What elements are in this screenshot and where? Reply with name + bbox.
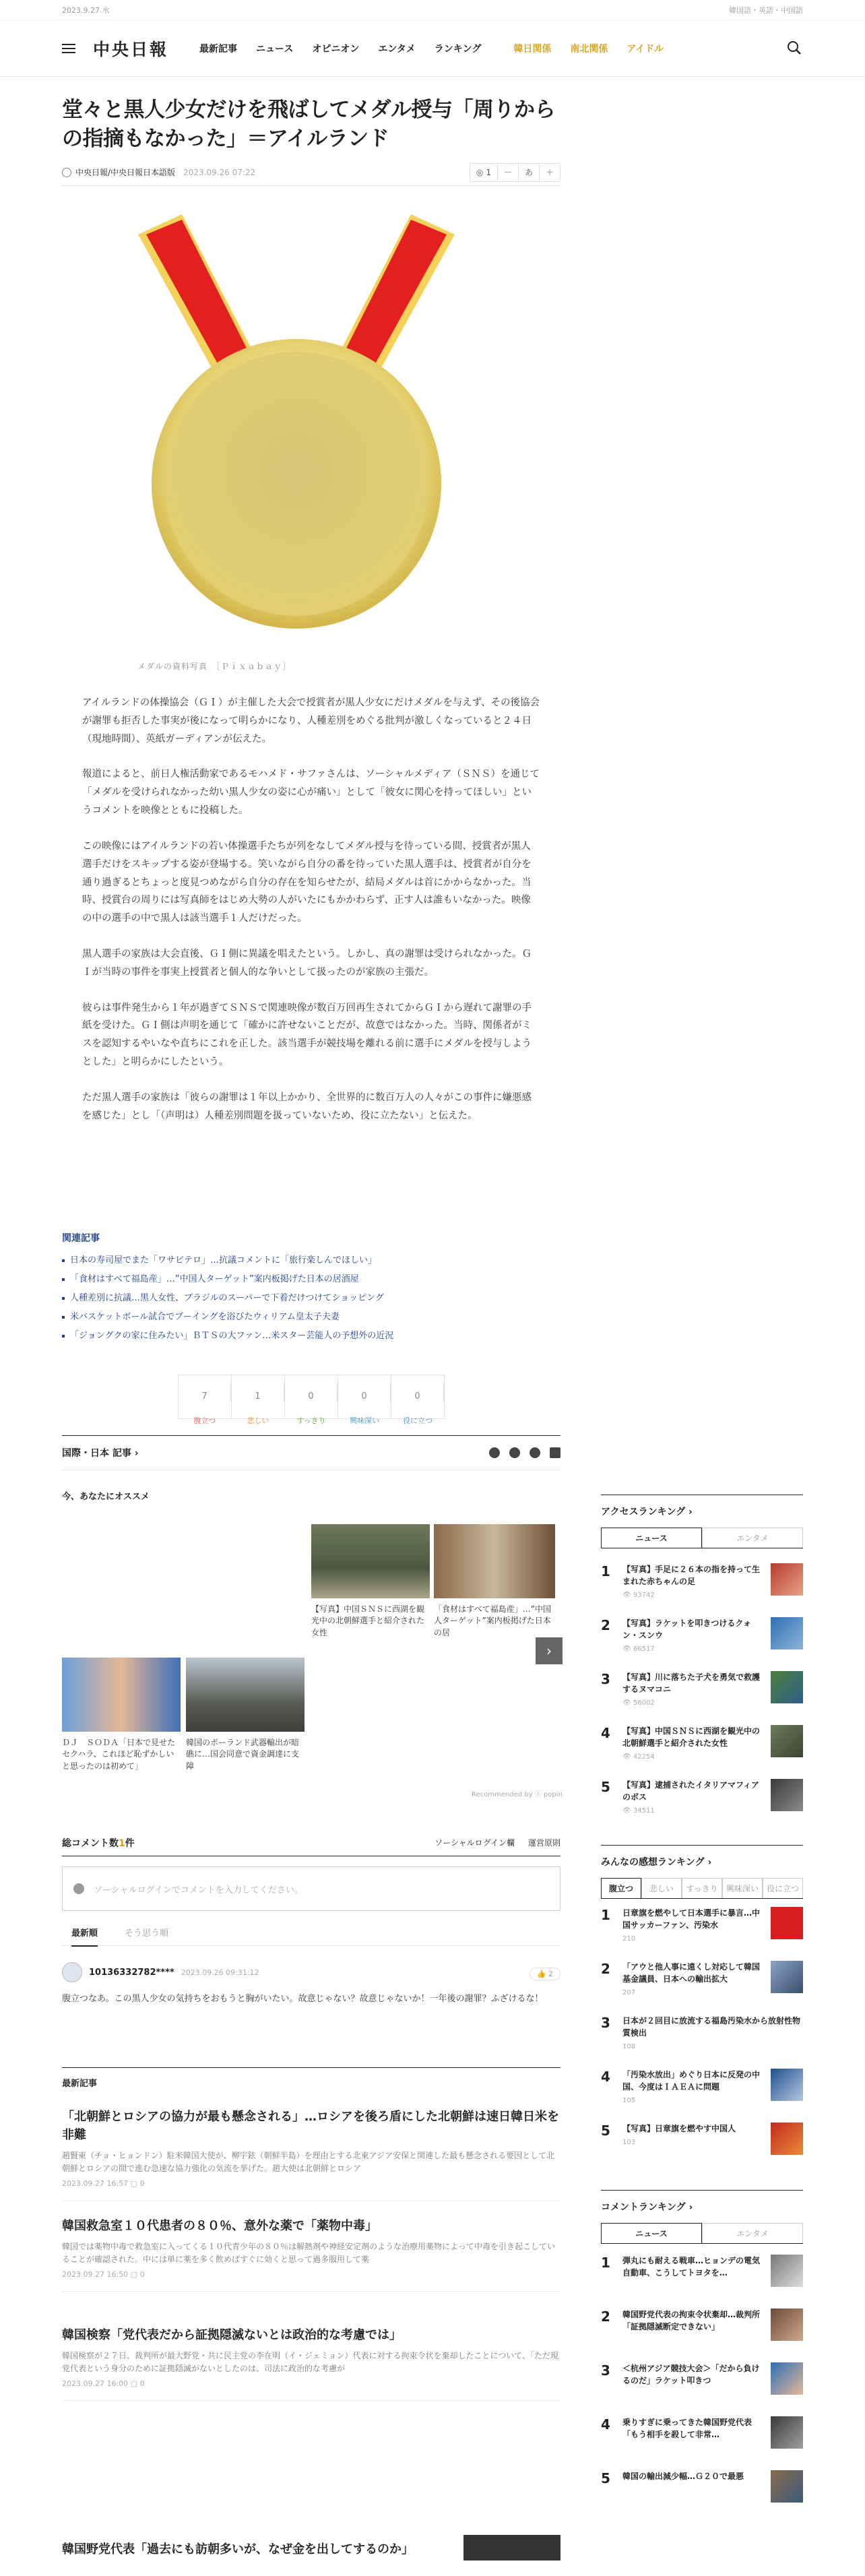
tab-useful[interactable]: 役に立つ [763, 1878, 803, 1898]
ranking-item[interactable]: 1 弾丸にも耐える戦車…ヒョンデの電気自動車、こうしてトヨタを… [601, 2255, 803, 2304]
comment-sort-tabs [62, 1919, 560, 1946]
thumb-up-icon: 👍 [536, 1970, 548, 1978]
nav-korea-japan[interactable]: 韓日関係 [513, 43, 552, 55]
latest-article[interactable]: 「北朝鮮とロシアの協力が最も懸念される」…ロシアを後ろ盾にした北朝鮮は速日韓日米を非難 趙賢東（チョ・ヒョンドン）駐米韓国大使が、柳宇鉉（朝鮮半島）を理由とする北東アジア安保と関連した最も懸念される要因として北朝鮮とロシアの間で進む急速な協力強化の気流を挙げた。趙大使は北朝鮮とロシア 2023.09.27 16:57 ▢ 0 [62, 2108, 560, 2201]
comment-item [62, 1962, 560, 2007]
nav-idol[interactable]: アイドル [627, 43, 664, 55]
nav-news[interactable]: ニュース [256, 43, 294, 55]
tab-sad[interactable]: 悲しい [641, 1878, 682, 1898]
image-caption: メダルの資料写真 ［Ｐｉｘａｂａｙ］ [137, 662, 292, 671]
reaction-interesting-button[interactable]: 0 興味深い [338, 1375, 391, 1418]
reaction-buttons [178, 1375, 445, 1425]
tab-entertainment[interactable]: エンタメ [702, 2223, 803, 2243]
top-strip [0, 0, 865, 20]
latest-title[interactable]: 「北朝鮮とロシアの協力が最も懸念される」…ロシアを後ろ盾にした北朝鮮は速日韓日米を非難 [62, 2110, 559, 2142]
reaction-angry-button[interactable]: 7 腹立つ [179, 1375, 232, 1418]
source-icon [62, 168, 71, 177]
mail-icon[interactable] [550, 1447, 560, 1458]
related-link[interactable]: 日本の寿司屋でまた「ワサビテロ」…抗議コメントに「旅行楽しんでほしい」 [62, 1251, 560, 1270]
related-heading: 関連記事 [62, 1233, 100, 1244]
share-buttons [489, 1447, 560, 1458]
latest-desc: 韓国検察が２７日、裁判所が最大野党・共に民主党の李在明（イ・ジェミョン）代表に対する拘束令状を棄却したことについて、「ただ現党代表という身分のために証拠隠滅がないとしたのは、司法に政治的な考慮が [62, 2351, 559, 2374]
article-body [62, 694, 560, 1142]
comment-placeholder: ソーシャルログインでコメントを入力してください。 [94, 1885, 303, 1895]
thumbnail-image [771, 1725, 803, 1757]
facebook-icon[interactable] [509, 1447, 520, 1458]
nav-ranking[interactable]: ランキング [434, 43, 482, 55]
latest-heading: 最新記事 [62, 2067, 560, 2089]
ranking-item[interactable]: 4 乗りすぎに乗ってきた韓国野党代表「もう相手を殺して非常… [601, 2416, 803, 2466]
ranking-item[interactable]: 4 「汚染水放出」めぐり日本に反発の中国、今度はＩＡＥＡに問題 105 [601, 2069, 803, 2118]
paragraph: ただ黒人選手の家族は「彼らの謝罪は１年以上かかり、全世界的に数百万人の人々がこの事件に嫌悪感を感じた」とし「（声明は）人種差別問題を扱っていないため、役に立たない」と伝えた。 [82, 1092, 532, 1121]
thumbnail-image [771, 2069, 803, 2101]
nav-opinion[interactable]: オピニオン [312, 43, 360, 55]
ranking-item[interactable]: 3 日本が２回目に放流する福島汚染水から放射性物質検出 108 [601, 2015, 801, 2050]
category-link[interactable]: 国際・日本 記事 [62, 1448, 131, 1459]
paragraph: この映像にはアイルランドの若い体操選手たちが列をなしてメダル授与を待っている間、授賞者が黒人選手だけをスキップする姿が登場する。笑いながら自分の番を待っていた黒人選手は、授賞者が自分を通り過ぎるとちょっと度見つめながら自分の存在を知らせたが、結局メダルは首にかからなかった。当時、授賞台の周りには写真師をはじめ大勢の人がいたにもかかわらず、正す人は誰もいなかった。映像の中の選手の中で黒人は該当選手１人だけだった。 [82, 840, 532, 924]
chevron-right-icon: › [134, 1448, 139, 1459]
thumbnail-image [771, 1563, 803, 1596]
recommend-title: 「食材はすべて福島産」…”中国人ターゲット”案内板掲げた日本の居 [434, 1604, 551, 1637]
latest-title[interactable]: 韓国検察「党代表だから証拠隠滅ないとは政治的な考慮では」 [62, 2328, 402, 2342]
latest-desc: 韓国では薬物中毒で救急室に入ってくる１０代青少年の８０％は解熱剤や神経安定剤のような治療用薬物によって中毒を引き起こしていることが確認された。中には単に薬を多く飲めばすぐに効くと思って過多服用して薬 [62, 2242, 556, 2265]
latest-desc: 趙賢東（チョ・ヒョンドン）駐米韓国大使が、柳宇鉉（朝鮮半島）を理由とする北東アジア安保と関連した最も懸念される要因として北朝鮮とロシアの間で進む急速な協力強化の気流を挙げた。趙大使は北朝鮮とロシア [62, 2151, 555, 2174]
language-links[interactable]: 韓国語・英語・中国語 [729, 5, 803, 15]
comment-icon: ◎ [476, 167, 484, 177]
article-title: 堂々と黒人少女だけを飛ばしてメダル授与「周りからの指摘もなかった」＝アイルランド [62, 98, 555, 152]
font-decrease-button[interactable]: － [498, 164, 519, 181]
thumbnail-image [771, 2416, 803, 2449]
reaction-refreshed-button[interactable]: 0 すっきり [285, 1375, 338, 1418]
thumbnail-image [62, 1658, 181, 1732]
reaction-sad-button[interactable]: 1 悲しい [232, 1375, 285, 1418]
comment-total: 1 [119, 1837, 125, 1849]
comment-input[interactable] [62, 1866, 560, 1911]
thumbnail-image [771, 2470, 803, 2503]
ranking-item[interactable]: 4 【写真】中国ＳＮＳに西湖を観光中の北朝鮮選手と紹介された女性 👁 42254 [601, 1725, 803, 1775]
nav-north-south[interactable]: 南北関係 [570, 43, 608, 55]
comment-date: 2023.09.26 09:31:12 [181, 1968, 259, 1977]
thumbnail-image [771, 2362, 803, 2395]
popin-credit: Recommended by ⓩ popin [472, 1791, 563, 1798]
medal-image [131, 214, 461, 659]
line-icon[interactable] [530, 1447, 540, 1458]
ranking-item[interactable]: 5 韓国の輸出減少幅…Ｇ２０で最悪 [601, 2470, 803, 2520]
related-link[interactable]: 「ジョングクの家に住みたい」ＢＴＳの大ファン…米スター芸能人の予想外の近況 [62, 1327, 560, 1346]
related-link[interactable]: 米バスケットボール試合でブーイングを浴びたウィリアム皇太子夫妻 [62, 1308, 560, 1327]
menu-icon[interactable] [62, 44, 75, 53]
recommend-card[interactable] [434, 1524, 555, 1639]
ranking-item[interactable]: 1 日章旗を燃やして日本選手に暴言…中国サッカーファン、汚染水 210 [601, 1907, 803, 1957]
eye-icon: 👁 [622, 1807, 633, 1815]
article-date: 2023.09.26 07:22 [183, 167, 256, 177]
comment-text: 腹立つなあ。この黒人少女の気持ちをおもうと胸がいたい。故意じゃない？故意じゃないか！一年後の謝罪？ふざけるな！ [62, 1994, 544, 2004]
font-increase-button[interactable]: ＋ [545, 168, 554, 177]
tab-agree[interactable]: そう思う順 [125, 1928, 169, 1939]
access-ranking-heading[interactable]: アクセスランキング › [601, 1495, 803, 1518]
ranking-item[interactable]: 3 ＜杭州アジア競技大会＞「だから負けるのだ」ラケット叩きつ [601, 2362, 803, 2412]
ranking-item[interactable]: 2 韓国野党代表の拘束令状棄却…裁判所「証拠隠滅断定できない」 [601, 2308, 803, 2358]
related-articles [62, 1231, 560, 1346]
carousel-next-button[interactable]: › [536, 1637, 563, 1664]
thumbnail-image [771, 2308, 803, 2341]
comment-count-button[interactable]: ◎ 1 [470, 164, 498, 181]
paragraph: 黒人選手の家族は大会直後、ＧＩ側に異議を唱えたという。しかし、真の謝罪は受けられなかった。ＧＩが当時の事件を事実上授賞者と個人的な争いとして扱ったのが家族の主張だ。 [82, 948, 532, 978]
paragraph: 彼らは事件発生から１年が過ぎてＳＮＳで関連映像が数百万回再生されてからＧＩから遅れて謝罪の手紙を受けた。ＧＩ側は声明を通じて「確かに許せないことだが、故意ではなかった。当時、関係者がミスを認知するやいなや直ちにこれを正した。該当選手が競技場を離れる前に選手にメダルを授与しようとした」と明らかにしたという。 [82, 1002, 532, 1067]
thumbnail-image [186, 1658, 305, 1732]
access-ranking [601, 1495, 803, 1548]
thumbnail-image [771, 1961, 803, 1993]
ranking-item[interactable]: 3 【写真】川に落ちた子犬を勇気で救護するヌマコニ 👁 56002 [601, 1671, 803, 1721]
thumbnail-image [311, 1524, 430, 1598]
tab-news[interactable]: ニュース [601, 1528, 702, 1548]
eye-icon: 👁 [622, 1592, 633, 1599]
comment-icon: ▢ [130, 2379, 138, 2389]
tab-interesting[interactable]: 興味深い [722, 1878, 763, 1898]
paragraph: アイルランドの体操協会（ＧＩ）が主催した大会で授賞者が黒人少女にだけメダルを与えず、その後協会が謝罪も拒否した事実が後になって明らかになり、人種差別をめぐる批判が激しくなっていると２４日（現地時間）、英紙ガーディアンが伝えた。 [82, 697, 540, 745]
category-bar [62, 1435, 560, 1470]
comment-ranking-list [601, 2255, 803, 2551]
tab-angry[interactable]: 腹立つ [601, 1878, 641, 1898]
eye-icon: 👁 [622, 1699, 633, 1707]
paragraph: 報道によると、前日人権活動家であるモハメド・サファさんは、ソーシャルメディア（ＳＮＳ）を通じて「メダルを受けられなかった幼い黒人少女の姿に心が痛い」として「彼女に関心を持ってほしい」というコメントを映像とともに投稿した。 [82, 769, 540, 817]
thumbnail-image [463, 2535, 560, 2561]
recommend-card[interactable] [186, 1658, 305, 1772]
font-size-label: あ [519, 164, 540, 181]
thumbnail-image [771, 1671, 803, 1703]
social-login-link[interactable]: ソーシャルログイン欄 [435, 1838, 515, 1848]
tab-latest[interactable]: 最新順 [71, 1926, 98, 1947]
thumbnail-image [771, 1617, 803, 1650]
latest-article[interactable]: 韓国検察「党代表だから証拠隠滅ないとは政治的な考慮では」 韓国検察が２７日、裁判所が最大野党・共に民主党の李在明（イ・ジェミョン）代表に対する拘束令状を棄却したことについて、「ただ現党代表という身分のために証拠隠滅がないとしたのは、司法に政治的な考慮が 2023.09.27 16:00 ▢ 0 [62, 2326, 560, 2401]
related-link[interactable]: 人種差別に抗議…黒人女性、ブラジルのスーパーで下着だけつけてショッピング [62, 1289, 560, 1308]
main-nav [199, 42, 664, 55]
twitter-icon[interactable] [73, 1883, 84, 1894]
thumbnail-image [771, 2123, 803, 2155]
avatar [62, 1962, 82, 1982]
emotion-ranking-list [601, 1907, 803, 2183]
nav-entertainment[interactable]: エンタメ [378, 43, 416, 55]
recommend-title: 【写真】中国ＳＮＳに西湖を観光中の北朝鮮選手と紹介された女性 [311, 1604, 425, 1637]
recommend-card[interactable] [62, 1658, 181, 1772]
eye-icon: 👁 [622, 1753, 633, 1761]
tab-entertainment[interactable]: エンタメ [702, 1528, 803, 1548]
article-byline [62, 159, 560, 186]
latest-article[interactable]: 韓国救急室１０代患者の８０％、意外な薬で「薬物中毒」 韓国では薬物中毒で救急室に入ってくる１０代青少年の８０％は解熱剤や神経安定剤のような治療用薬物によって中毒を引き起こしていることが確認された。中には単に薬を多く飲めばすぐに効くと思って過多服用して薬 2023.09.27 16:50 ▢ 0 [62, 2217, 560, 2292]
recommend-card[interactable] [311, 1524, 430, 1639]
latest-title[interactable]: 韓国救急室１０代患者の８０％、意外な薬で「薬物中毒」 [62, 2219, 377, 2233]
recommend-title: 韓国のポーランド武器輸出が暗礁に…国会同意で資金調達に支障 [186, 1738, 300, 1771]
comment-user: 10136332782**** [89, 1967, 174, 1978]
reaction-useful-button[interactable]: 0 役に立つ [391, 1375, 444, 1418]
ranking-item[interactable]: 2 「アウと他人事に遠くし対応して韓国基金議員、日本への輸出拡大 207 [601, 1961, 803, 2011]
tab-news[interactable]: ニュース [601, 2223, 702, 2243]
article-source[interactable]: 中央日報/中央日報日本語版 [75, 168, 176, 177]
tab-refreshed[interactable]: すっきり [682, 1878, 722, 1898]
search-icon[interactable] [787, 40, 802, 55]
like-button[interactable]: 👍 2 [530, 1968, 560, 1980]
ranking-item[interactable]: 5 【写真】逮捕されたイタリアマフィアのボス 👁 34511 [601, 1779, 803, 1829]
article-tools [470, 163, 560, 182]
ranking-item[interactable]: 1 【写真】手足に２６本の指を持って生まれた赤ちゃんの足 👁 93742 [601, 1563, 803, 1613]
thumbnail-image [771, 1779, 803, 1811]
comment-ranking [601, 2190, 803, 2244]
twitter-icon[interactable] [489, 1447, 500, 1458]
thumbnail-image [771, 2255, 803, 2287]
site-logo[interactable]: 中央日報 [93, 39, 169, 59]
comment-unit: 件 [125, 1837, 135, 1849]
ranking-item[interactable]: 5 【写真】日章旗を燃やす中国人 103 [601, 2123, 803, 2172]
global-navigation [0, 20, 865, 77]
access-ranking-list [601, 1563, 803, 1846]
comment-icon: ▢ [130, 2270, 138, 2280]
emotion-ranking-heading[interactable]: みんなの感想ランキング › [601, 1845, 803, 1868]
header-date: 2023.9.27.水 [62, 5, 110, 15]
latest-title[interactable]: 韓国野党代表「過去にも訪朝多いが、なぜ金を出してするのか」 [62, 2542, 414, 2556]
latest-article[interactable] [62, 2540, 439, 2576]
recommend-title: ＤＪ ＳＯＤＡ「日本で見せたセクハラ、これほど恥ずかしいと思ったのは初めて」 [62, 1738, 176, 1771]
related-link[interactable]: 「食材はすべて福島産」…”中国人ターゲット”案内板掲げた日本の居酒屋 [62, 1270, 560, 1289]
comment-heading: 総コメント数 [62, 1837, 119, 1849]
policy-link[interactable]: 運営原則 [527, 1838, 560, 1848]
recommend-heading: 今、あなたにオススメ [62, 1492, 150, 1502]
comment-ranking-heading[interactable]: コメントランキング › [601, 2190, 803, 2213]
emotion-ranking [601, 1845, 803, 1899]
comment-icon: ▢ [130, 2179, 138, 2189]
eye-icon: 👁 [622, 1645, 633, 1653]
comment-header [62, 1829, 560, 1856]
thumbnail-image [434, 1524, 555, 1598]
nav-latest[interactable]: 最新記事 [199, 43, 238, 55]
ranking-item[interactable]: 2 【写真】ラケットを叩きつけるクォン・スンウ 👁 66517 [601, 1617, 803, 1667]
thumbnail-image [771, 1907, 803, 1939]
